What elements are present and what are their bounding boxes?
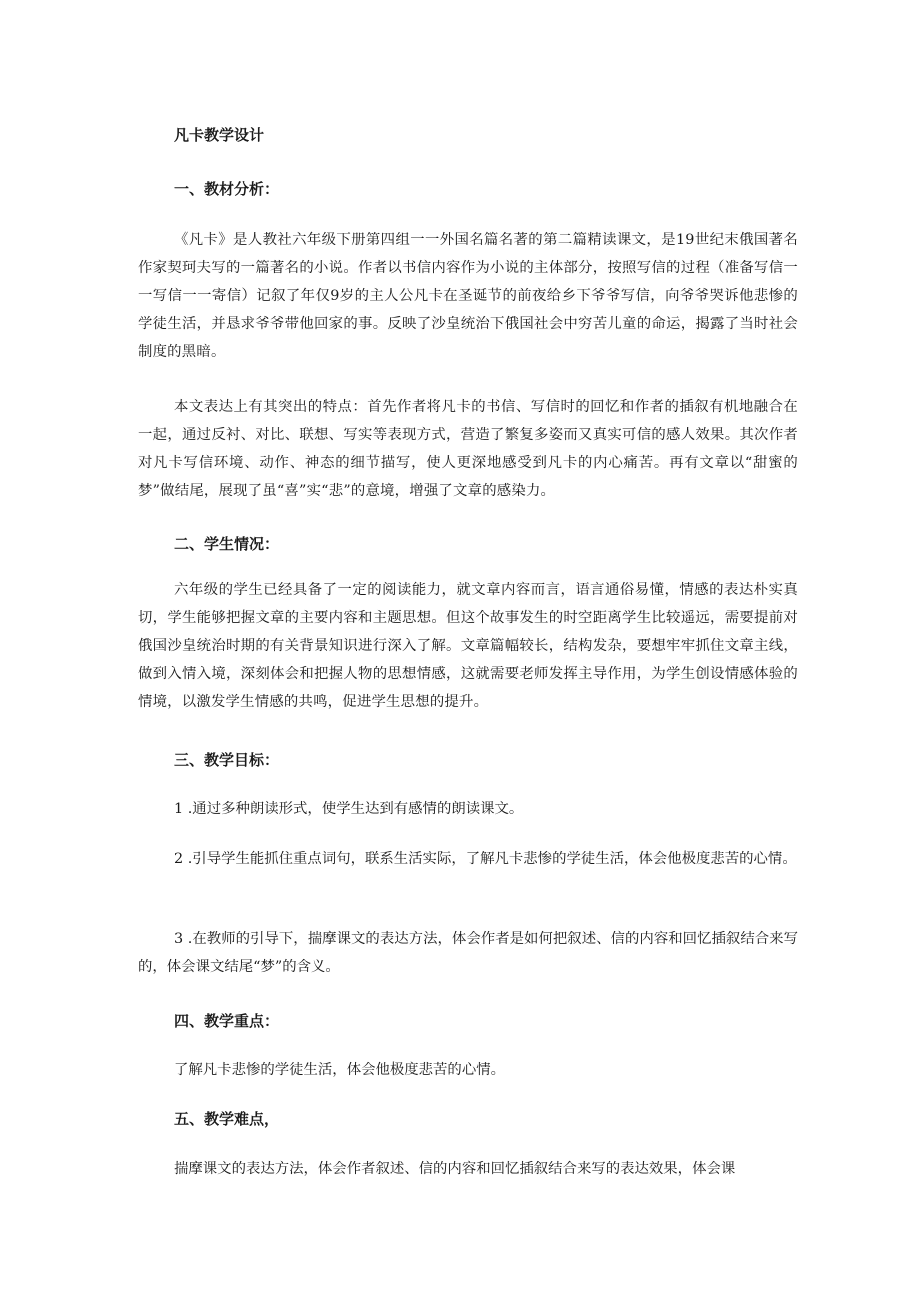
paragraph-difficulty: 揣摩课文的表达方法，体会作者叙述、信的内容和回忆插叙结合来写的表达效果，体会课 [174,1161,736,1177]
goal-item-3: 3 .在教师的引导下，揣摩课文的表达方法，体会作者是如何把叙述、信的内容和回忆插叙结合来写的，体会课文结尾“梦”的含义。 [138,931,798,975]
paragraph-materials-2: 本文表达上有其突出的特点：首先作者将凡卡的书信、写信时的回忆和作者的插叙有机地融合在一起，通过反衬、对比、联想、写实等表现方式，营造了繁复多姿而又真实可信的感人效果。其次作者对凡卡写信环境、动作、神态的细节描写，使人更深地感受到凡卡的内心痛苦。再有文章以“甜蜜的梦”做结尾，展现了虽“喜”实“悲”的意境，增强了文章的感染力。 [138,399,798,499]
section-heading-goals: 三、教学目标： [174,751,280,769]
paragraph-materials-1: 《凡卡》是人教社六年级下册第四组一一外国名篇名著的第二篇精读课文，是19世纪末俄国著名作家契珂夫写的一篇著名的小说。作者以书信内容作为小说的主体部分，按照写信的过程（准备写信一一写信一一寄信）记叙了年仅9岁的主人公凡卡在圣诞节的前夜给乡下爷爷写信，向爷爷哭诉他悲惨的学徒生活，并恳求爷爷带他回家的事。反映了沙皇统治下俄国社会中穷苦儿童的命运，揭露了当时社会制度的黑暗。 [138,232,798,360]
section-heading-materials: 一、教材分析： [174,180,280,198]
goal-item-2: 2 .引导学生能抓住重点词句，联系生活实际，了解凡卡悲惨的学徒生活，体会他极度悲苦的心情。 [174,851,797,867]
section-heading-focus: 四、教学重点： [174,1012,280,1030]
document-title: 凡卡教学设计 [174,126,265,144]
section-heading-difficulty: 五、教学难点， [174,1110,280,1128]
paragraph-students: 六年级的学生已经具备了一定的阅读能力，就文章内容而言，语言通俗易懂，情感的表达朴实真切，学生能够把握文章的主要内容和主题思想。但这个故事发生的时空距离学生比较遥远，需要提前对俄国沙皇统治时期的有关背景知识进行深入了解。文章篇幅较长，结构发杂，要想牢牢抓住文章主线，做到入情入境，深刻体会和把握人物的思想情感，这就需要老师发挥主导作用，为学生创设情感体验的情境，以激发学生情感的共鸣，促进学生思想的提升。 [138,582,798,710]
section-heading-students: 二、学生情况： [174,535,280,553]
goal-item-1: 1 .通过多种朗读形式，使学生达到有感情的朗读课文。 [174,801,524,817]
paragraph-focus: 了解凡卡悲惨的学徒生活，体会他极度悲苦的心情。 [174,1062,505,1078]
